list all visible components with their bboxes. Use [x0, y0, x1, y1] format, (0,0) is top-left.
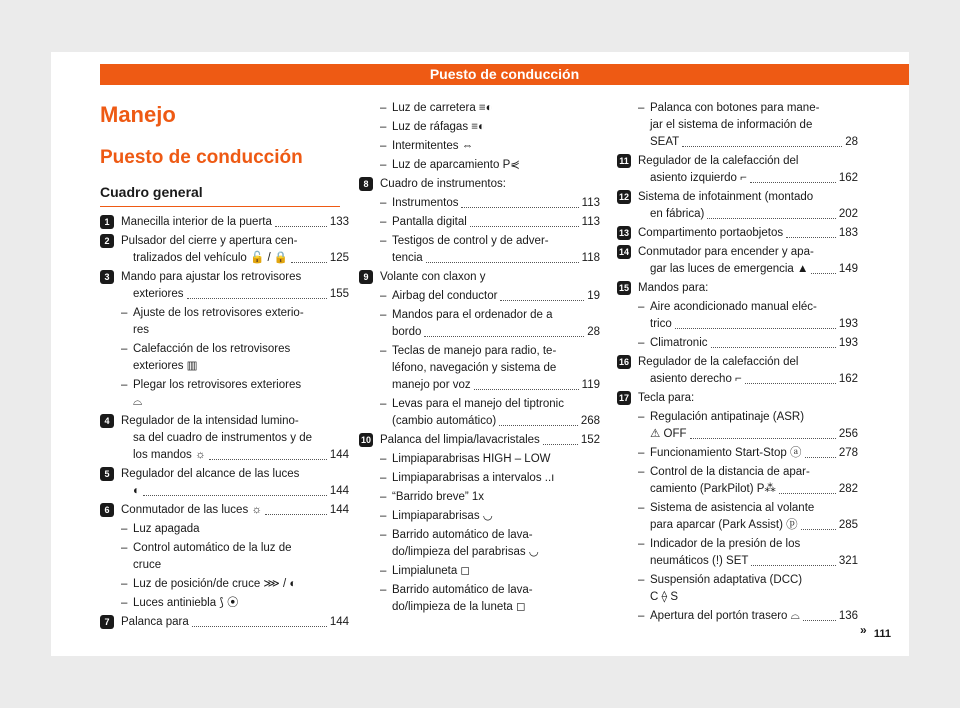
toc-line: [380, 396, 600, 413]
column-1: [104, 214, 349, 633]
leader-dots: [803, 620, 836, 621]
toc-text: en fábrica): [650, 208, 705, 220]
toc-text: sa del cuadro de instrumentos y de: [133, 432, 312, 444]
toc-entry: [380, 233, 600, 267]
toc-text: cruce: [133, 559, 162, 571]
toc-line: [121, 430, 349, 447]
toc-line: [121, 557, 349, 574]
continued-marker: »: [860, 623, 867, 637]
toc-line: [363, 176, 600, 193]
toc-line: [380, 214, 600, 231]
manual-page: [51, 52, 909, 656]
page-ref: 144: [329, 449, 349, 461]
toc-entry: [380, 195, 600, 212]
callout-number: 5: [100, 467, 114, 481]
toc-text: C ⟠ S: [650, 591, 679, 603]
toc-line: [380, 489, 600, 506]
callout-number: 14: [618, 247, 629, 257]
leader-dots: [707, 218, 835, 219]
toc-line: [121, 286, 349, 303]
toc-text: bordo: [392, 326, 422, 338]
toc-entry: [618, 390, 858, 407]
toc-line: [618, 390, 858, 407]
leader-dots: [675, 328, 836, 329]
toc-entry: [380, 470, 600, 487]
toc-line: [121, 377, 349, 394]
toc-line: [638, 206, 858, 223]
toc-entry: [121, 377, 349, 411]
leader-dots: [209, 459, 327, 460]
toc-line: [380, 324, 600, 341]
toc-line: [638, 572, 858, 589]
toc-line: [380, 157, 600, 174]
toc-line: [121, 322, 349, 339]
leader-dots: [711, 347, 836, 348]
toc-text: los mandos ☼: [133, 449, 206, 461]
toc-entry: [380, 396, 600, 430]
toc-text: Cuadro de instrumentos:: [380, 178, 506, 190]
toc-text: – Pantalla digital: [392, 216, 467, 228]
page-ref: 162: [838, 172, 858, 184]
toc-line: [638, 536, 858, 553]
leader-dots: [750, 182, 836, 183]
toc-text: Volante con claxon y: [380, 271, 486, 283]
toc-line: [104, 614, 349, 631]
leader-dots: [690, 438, 836, 439]
toc-text: tralizados del vehículo 🔓 / 🔒: [133, 252, 289, 264]
toc-line: [380, 599, 600, 616]
toc-line: [638, 261, 858, 278]
toc-text: do/limpieza de la luneta ◻: [392, 601, 526, 613]
toc-text: – Luz de carretera ≡◐: [392, 102, 493, 114]
toc-text: – Limpiaparabrisas a intervalos ..ı: [392, 472, 555, 484]
page-ref: 285: [838, 519, 858, 531]
toc-text: – Luz apagada: [133, 523, 200, 535]
toc-line: [380, 288, 600, 305]
toc-text: – “Barrido breve” 1x: [392, 491, 485, 503]
page-ref: 136: [838, 610, 858, 622]
page-ref: 19: [587, 290, 600, 302]
toc-text: ⚠ OFF: [650, 428, 687, 440]
toc-text: – Suspensión adaptativa (DCC): [650, 574, 803, 586]
toc-line: [360, 432, 600, 449]
toc-entry: [380, 451, 600, 468]
toc-line: [618, 189, 858, 206]
toc-line: [104, 214, 349, 231]
toc-line: [104, 502, 349, 519]
leader-dots: [192, 626, 327, 627]
toc-entry: [380, 157, 600, 174]
toc-text: Palanca del limpia/lavacristales: [380, 434, 540, 446]
leader-dots: [265, 514, 327, 515]
toc-line: [121, 341, 349, 358]
toc-entry: [104, 466, 349, 500]
toc-entry: [638, 464, 858, 498]
toc-line: [104, 466, 349, 483]
toc-entry: [380, 489, 600, 506]
toc-entry: [638, 299, 858, 333]
toc-entry: [618, 354, 858, 388]
leader-dots: [779, 493, 836, 494]
page-ref: 119: [581, 379, 600, 391]
page-ref: 268: [580, 415, 600, 427]
toc-line: [380, 508, 600, 525]
toc-line: [638, 409, 858, 426]
toc-line: [121, 305, 349, 322]
toc-line: [380, 343, 600, 360]
page-number: 111: [873, 628, 891, 640]
toc-text: – Luz de aparcamiento P⋞: [392, 159, 520, 171]
page-ref: 256: [838, 428, 858, 440]
toc-text: Manecilla interior de la puerta: [121, 216, 272, 228]
toc-line: [619, 153, 858, 170]
toc-entry: [104, 413, 349, 464]
toc-line: [380, 544, 600, 561]
toc-entry: [380, 138, 600, 155]
leader-dots: [682, 146, 842, 147]
toc-line: [638, 500, 858, 517]
leader-dots: [275, 226, 327, 227]
toc-text: – Control de la distancia de apar-: [650, 466, 810, 478]
toc-line: [618, 225, 858, 242]
toc-text: ◐: [133, 485, 140, 497]
sub-title: Puesto de conducción: [100, 147, 303, 168]
toc-text: Regulador de la calefacción del: [638, 356, 799, 368]
toc-text: – Testigos de control y de adver-: [392, 235, 549, 247]
toc-text: asiento derecho ⌐: [650, 373, 742, 385]
leader-dots: [424, 336, 584, 337]
toc-line: [121, 595, 349, 612]
toc-text: – Luces antiniebla ⟆ ⦿: [133, 597, 239, 609]
leader-dots: [745, 383, 836, 384]
toc-text: – Airbag del conductor: [392, 290, 498, 302]
toc-entry: [618, 189, 858, 223]
page-ref: 149: [838, 263, 858, 275]
toc-line: [380, 233, 600, 250]
toc-text: Mando para ajustar los retrovisores: [121, 271, 302, 283]
toc-line: [618, 244, 858, 261]
toc-text: – Apertura del portón trasero ⌓: [650, 610, 800, 622]
toc-text: – Palanca con botones para mane-: [650, 102, 820, 114]
leader-dots: [811, 273, 835, 274]
callout-number: 1: [100, 215, 114, 229]
toc-entry: [121, 576, 349, 593]
leader-dots: [751, 565, 835, 566]
leader-dots: [470, 226, 579, 227]
toc-line: [638, 335, 858, 352]
toc-entry: [363, 269, 600, 286]
toc-text: Regulador del alcance de las luces: [121, 468, 300, 480]
leader-dots: [187, 298, 327, 299]
toc-text: – Instrumentos: [392, 197, 459, 209]
toc-line: [380, 250, 600, 267]
toc-text: Pulsador del cierre y apertura cen-: [121, 235, 298, 247]
toc-entry: [618, 225, 858, 242]
toc-entry: [363, 176, 600, 193]
leader-dots: [500, 300, 584, 301]
leader-dots: [499, 425, 578, 426]
section-title: Manejo: [100, 102, 176, 127]
toc-text: para aparcar (Park Assist) ⓟ: [650, 519, 798, 531]
page-ref: 133: [329, 216, 349, 228]
callout-number: 13: [618, 228, 629, 238]
toc-line: [638, 517, 858, 534]
toc-line: [638, 371, 858, 388]
toc-line: [638, 316, 858, 333]
toc-line: [638, 426, 858, 443]
toc-entry: [638, 608, 858, 625]
toc-entry: [380, 288, 600, 305]
toc-entry: [638, 445, 858, 462]
toc-line: [380, 138, 600, 155]
toc-text: res: [133, 324, 149, 336]
page-ref: 28: [587, 326, 600, 338]
column-2: [360, 100, 600, 618]
toc-line: [638, 589, 858, 606]
toc-line: [121, 250, 349, 267]
toc-entry: [121, 595, 349, 612]
toc-line: [638, 117, 858, 134]
toc-entry: [380, 343, 600, 394]
callout-number: 4: [100, 414, 114, 428]
toc-entry: [104, 214, 349, 231]
callout-number: 9: [359, 270, 373, 284]
toc-line: [121, 521, 349, 538]
toc-entry: [380, 119, 600, 136]
toc-text: – Levas para el manejo del tiptronic: [392, 398, 564, 410]
toc-line: [380, 470, 600, 487]
page-ref: 193: [838, 337, 858, 349]
leader-dots: [805, 457, 836, 458]
leader-dots: [143, 495, 327, 496]
toc-entry: [638, 409, 858, 443]
toc-text: trico: [650, 318, 672, 330]
page-ref: 202: [838, 208, 858, 220]
toc-text: Regulador de la intensidad lumino-: [121, 415, 299, 427]
callout-number: 3: [100, 270, 114, 284]
toc-line: [121, 358, 349, 375]
toc-entry: [638, 100, 858, 151]
toc-entry: [618, 280, 858, 297]
callout-number: 6: [100, 503, 114, 517]
toc-line: [638, 134, 858, 151]
toc-text: – Plegar los retrovisores exteriores: [133, 379, 302, 391]
toc-text: – Limpiaparabrisas ◡: [392, 510, 493, 522]
callout-number: 11: [617, 154, 631, 168]
toc-text: (cambio automático): [392, 415, 497, 427]
callout-number: 16: [618, 357, 629, 367]
toc-entry: [121, 341, 349, 375]
toc-line: [380, 413, 600, 430]
page-ref: 113: [581, 197, 600, 209]
toc-entry: [380, 527, 600, 561]
page-ref: 113: [581, 216, 600, 228]
toc-line: [121, 447, 349, 464]
column-3: [618, 100, 858, 627]
toc-line: [121, 540, 349, 557]
toc-text: exteriores: [133, 288, 184, 300]
toc-line: [363, 269, 600, 286]
toc-line: [638, 445, 858, 462]
toc-line: [380, 527, 600, 544]
toc-text: – Ajuste de los retrovisores exterio-: [133, 307, 304, 319]
chapter-header: Puesto de conducción: [100, 64, 909, 85]
toc-text: Sistema de infotainment (montado: [638, 191, 814, 203]
page-ref: 144: [329, 485, 349, 497]
toc-text: Compartimento portaobjetos: [638, 227, 784, 239]
callout-number: 2: [100, 234, 114, 248]
toc-entry: [638, 536, 858, 570]
leader-dots: [543, 444, 578, 445]
toc-text: tencia: [392, 252, 423, 264]
toc-text: ⌓: [133, 396, 143, 408]
toc-entry: [380, 307, 600, 341]
toc-text: léfono, navegación y sistema de: [392, 362, 557, 374]
toc-text: – Limpiaparabrisas HIGH – LOW: [392, 453, 551, 465]
toc-text: – Barrido automático de lava-: [392, 584, 533, 596]
toc-entry: [619, 153, 858, 187]
toc-line: [380, 582, 600, 599]
toc-entry: [638, 335, 858, 352]
toc-text: – Intermitentes ⇔: [392, 140, 474, 152]
page-ref: 282: [838, 483, 858, 495]
toc-text: gar las luces de emergencia ▲: [650, 263, 809, 275]
toc-text: SEAT: [650, 136, 680, 148]
toc-entry: [104, 614, 349, 631]
toc-line: [618, 354, 858, 371]
page-ref: 152: [580, 434, 600, 446]
leader-dots: [426, 262, 579, 263]
leader-dots: [786, 237, 836, 238]
toc-text: – Sistema de asistencia al volante: [650, 502, 815, 514]
toc-text: neumáticos (!) SET: [650, 555, 749, 567]
callout-number: 7: [100, 615, 114, 629]
page-ref: 278: [838, 447, 858, 459]
toc-text: – Funcionamiento Start-Stop ⓐ: [650, 447, 802, 459]
toc-line: [638, 553, 858, 570]
toc-line: [380, 451, 600, 468]
toc-entry: [121, 305, 349, 339]
page-ref: 125: [329, 252, 349, 264]
toc-entry: [380, 582, 600, 616]
list-title: Cuadro general: [100, 184, 340, 207]
toc-text: do/limpieza del parabrisas ◡: [392, 546, 539, 558]
toc-text: Mandos para:: [638, 282, 709, 294]
toc-text: – Mandos para el ordenador de a: [392, 309, 553, 321]
page-ref: 144: [329, 504, 349, 516]
toc-entry: [360, 432, 600, 449]
toc-line: [104, 269, 349, 286]
toc-entry: [380, 214, 600, 231]
toc-text: manejo por voz: [392, 379, 471, 391]
toc-text: Tecla para:: [638, 392, 695, 404]
leader-dots: [461, 207, 578, 208]
toc-line: [380, 563, 600, 580]
toc-text: exteriores ▥: [133, 360, 198, 372]
toc-text: – Luz de posición/de cruce ⋙ / ◐: [133, 578, 297, 590]
toc-text: – Barrido automático de lava-: [392, 529, 533, 541]
toc-line: [638, 464, 858, 481]
toc-text: jar el sistema de información de: [650, 119, 813, 131]
toc-entry: [121, 540, 349, 574]
toc-text: – Teclas de manejo para radio, te-: [392, 345, 557, 357]
toc-entry: [104, 233, 349, 267]
toc-entry: [618, 244, 858, 278]
toc-entry: [104, 269, 349, 303]
toc-line: [618, 280, 858, 297]
toc-line: [104, 413, 349, 430]
page-ref: 144: [329, 616, 349, 628]
toc-line: [121, 394, 349, 411]
toc-line: [638, 608, 858, 625]
page-ref: 155: [329, 288, 349, 300]
toc-entry: [380, 563, 600, 580]
toc-line: [380, 377, 600, 394]
callout-number: 15: [618, 283, 629, 293]
toc-line: [380, 307, 600, 324]
page-ref: 162: [838, 373, 858, 385]
toc-entry: [121, 521, 349, 538]
callout-number: 8: [359, 177, 373, 191]
toc-text: camiento (ParkPilot) P⁂: [650, 483, 776, 495]
toc-line: [121, 576, 349, 593]
toc-text: – Regulación antipatinaje (ASR): [650, 411, 805, 423]
toc-text: – Control automático de la luz de: [133, 542, 292, 554]
toc-line: [638, 299, 858, 316]
toc-text: – Aire acondicionado manual eléc-: [650, 301, 817, 313]
page-ref: 321: [838, 555, 858, 567]
toc-entry: [380, 508, 600, 525]
toc-text: – Luz de ráfagas ≡◐: [392, 121, 485, 133]
callout-number: 12: [618, 192, 629, 202]
toc-line: [380, 100, 600, 117]
page-ref: 193: [838, 318, 858, 330]
toc-text: asiento izquierdo ⌐: [650, 172, 747, 184]
toc-line: [380, 360, 600, 377]
toc-text: – Limpialuneta ◻: [392, 565, 470, 577]
toc-entry: [104, 502, 349, 519]
leader-dots: [474, 389, 579, 390]
page-ref: 28: [845, 136, 858, 148]
callout-number: 17: [618, 393, 629, 403]
leader-dots: [801, 529, 836, 530]
toc-text: Palanca para: [121, 616, 189, 628]
callout-number: 10: [360, 435, 371, 445]
toc-line: [380, 119, 600, 136]
leader-dots: [291, 262, 327, 263]
toc-entry: [638, 572, 858, 606]
toc-line: [104, 233, 349, 250]
toc-line: [638, 170, 858, 187]
toc-line: [380, 195, 600, 212]
toc-line: [638, 481, 858, 498]
toc-text: Conmutador de las luces ☼: [121, 504, 262, 516]
toc-text: – Indicador de la presión de los: [650, 538, 801, 550]
toc-entry: [380, 100, 600, 117]
page-ref: 118: [581, 252, 600, 264]
toc-text: Regulador de la calefacción del: [638, 155, 799, 167]
toc-text: – Calefacción de los retrovisores: [133, 343, 291, 355]
page-ref: 183: [838, 227, 858, 239]
toc-entry: [638, 500, 858, 534]
toc-text: – Climatronic: [650, 337, 708, 349]
toc-line: [121, 483, 349, 500]
toc-text: Conmutador para encender y apa-: [638, 246, 814, 258]
toc-line: [638, 100, 858, 117]
